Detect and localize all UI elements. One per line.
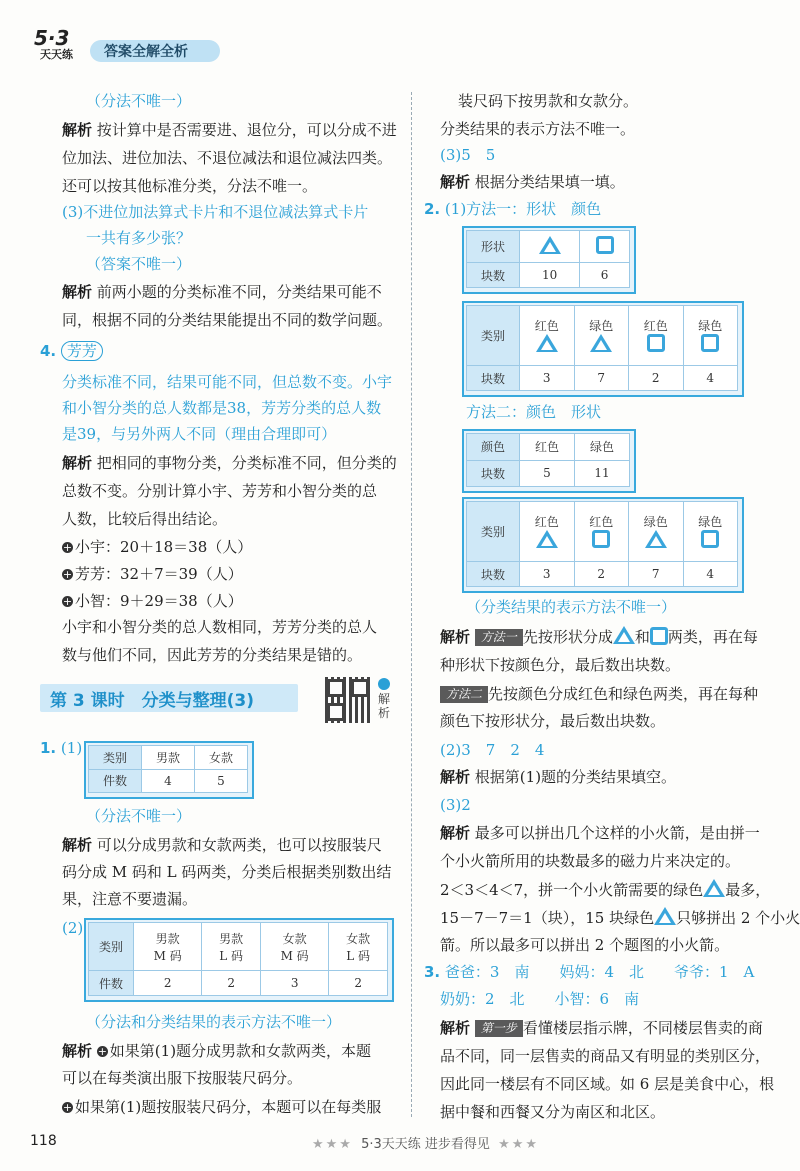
- table-cell: 红色: [520, 434, 575, 461]
- analysis-label: 解析: [62, 454, 93, 472]
- table-row-label: 类别: [467, 306, 520, 366]
- column-divider: [411, 92, 412, 1117]
- shape-cell: [574, 502, 629, 562]
- question-4: [40, 341, 103, 361]
- text-line: 箭。所以最多可以拼出 2 个题图的小火箭。: [440, 936, 730, 954]
- header-banner: [90, 40, 220, 62]
- table-row-label: 件数: [89, 971, 134, 996]
- text-line: 可以分成男款和女款两类，也可以按服装尺: [96, 836, 382, 854]
- header-line: 女款: [346, 931, 371, 946]
- square-icon: [647, 334, 665, 352]
- table-row-label: 形状: [467, 231, 520, 263]
- question-number: 3.: [424, 963, 441, 981]
- table-header: 男款: [142, 746, 195, 770]
- r-note: （分类结果的表示方法不唯一）: [466, 598, 677, 616]
- shape-cell: [629, 502, 684, 562]
- circled-answer: 芳芳: [61, 341, 103, 361]
- table-cell: 10: [520, 263, 580, 288]
- left-note-2: （答案不唯一）: [86, 255, 192, 273]
- text-line: 因此同一楼层有不同区域。如 6 层是美食中心，根: [440, 1075, 775, 1093]
- text-line: 小智：9＋29＝38（人）: [75, 592, 243, 610]
- text-line: 如果第(1)题分成男款和女款两类，本题: [109, 1042, 372, 1060]
- text-line: 可以在每类演出服下按服装尺码分。: [62, 1069, 303, 1087]
- page-number: 118: [30, 1133, 57, 1149]
- q1-analysis: [62, 835, 382, 855]
- q2-heading: [424, 199, 601, 219]
- table-cell: 4: [683, 562, 738, 587]
- table-cell: 3: [520, 366, 575, 391]
- method-2: 方法二：颜色 形状: [466, 403, 602, 421]
- color-label: 红色: [589, 514, 614, 529]
- color-label: 绿色: [698, 514, 723, 529]
- analysis-label: 解析: [62, 283, 93, 301]
- header-line: M 码: [153, 948, 182, 963]
- lesson-title: 第 3 课时 分类与整理(3): [50, 691, 255, 711]
- q1-label: [40, 738, 82, 758]
- table-cell: 4: [683, 366, 738, 391]
- table-cell: 6: [580, 263, 630, 288]
- r-table3: [466, 433, 630, 487]
- r-table2: [466, 305, 738, 391]
- table-cell: 2: [329, 971, 388, 996]
- text-line: [440, 879, 770, 900]
- calc-line: [62, 1097, 381, 1117]
- footer-slogan: [312, 1133, 539, 1152]
- answer-line: (2)3 7 2 4: [440, 741, 545, 759]
- q1-2-label: (2): [62, 919, 84, 937]
- question-number: 4.: [40, 342, 57, 360]
- table-cell: 2: [134, 971, 202, 996]
- q2-note: （分法和分类结果的表示方法不唯一）: [86, 1013, 342, 1031]
- logo-text: 天天练: [40, 48, 73, 61]
- logo: [34, 28, 96, 68]
- triangle-icon: [613, 626, 635, 644]
- square-icon: [701, 334, 719, 352]
- answer-line: 奶奶：2 北 小智：6 南: [440, 990, 640, 1008]
- question-number: 2.: [424, 200, 441, 218]
- text-line: 如果第(1)题按服装尺码分，本题可以在每类服: [75, 1098, 382, 1116]
- lesson-banner: [40, 684, 298, 712]
- table-cell: 11: [575, 460, 630, 487]
- text-line: 还可以按其他标准分类，分法不唯一。: [62, 177, 318, 195]
- text-line: 据中餐和西餐又分为南区和北区。: [440, 1103, 666, 1121]
- right-analysis-5: [440, 1018, 763, 1038]
- triangle-icon: [703, 879, 725, 897]
- plus-bullet-icon: +: [62, 595, 73, 608]
- text-line: 码分成 M 码和 L 码两类，分类后根据类别数出结: [62, 863, 392, 881]
- q2-analysis: [62, 1041, 371, 1061]
- analysis-label: 解析: [440, 1019, 471, 1037]
- qr-play-icon: [378, 678, 390, 690]
- analysis-label: 解析: [440, 824, 471, 842]
- triangle-icon: [654, 907, 676, 925]
- triangle-icon: [645, 530, 667, 548]
- shape-cell: [683, 306, 738, 366]
- plus-bullet-icon: +: [62, 568, 73, 581]
- table-row-label: 块数: [467, 366, 520, 391]
- plus-bullet-icon: +: [62, 1101, 73, 1114]
- table-cell: 7: [574, 366, 629, 391]
- square-icon: [650, 627, 668, 645]
- color-label: 红色: [643, 318, 668, 333]
- color-label: 红色: [534, 318, 559, 333]
- table-header: 女款: [195, 746, 248, 770]
- header-line: L 码: [219, 948, 244, 963]
- text-line: 按计算中是否需要进、退位分，可以分成不进: [96, 121, 397, 139]
- r-table4: [466, 501, 738, 587]
- table-cell: 2: [574, 562, 629, 587]
- analysis-label: 解析: [440, 173, 471, 191]
- table-row-label: 块数: [467, 562, 520, 587]
- color-label: 绿色: [643, 514, 668, 529]
- table-header: [260, 923, 328, 971]
- text-line: 前两小题的分类标准不同，分类结果可能不: [96, 283, 382, 301]
- table-header: [202, 923, 261, 971]
- text-line: 看懂楼层指示牌，不同楼层售卖的商: [522, 1019, 763, 1037]
- text-line: 分类结果的表示方法不唯一。: [440, 120, 636, 138]
- table-row-label: 块数: [467, 263, 520, 288]
- text-line: 只够拼出 2 个小火: [676, 909, 800, 927]
- analysis-label: 解析: [440, 768, 471, 786]
- table-row-label: 件数: [89, 769, 142, 793]
- text-line: [440, 907, 800, 928]
- star-icon: ★★★: [312, 1137, 353, 1152]
- table-header: [329, 923, 388, 971]
- shape-cell: [520, 502, 575, 562]
- table-header: [134, 923, 202, 971]
- answer-line: (3)5 5: [440, 146, 496, 164]
- text-line: 和: [634, 628, 650, 646]
- calc-line: [62, 537, 252, 557]
- header-line: 女款: [282, 931, 307, 946]
- header-title: 答案全解全析: [104, 44, 188, 60]
- star-icon: ★★★: [498, 1137, 540, 1152]
- table-cell: 2: [629, 366, 684, 391]
- qr-label: 解析: [378, 692, 391, 720]
- text-line: 把相同的事物分类，分类标准不同，但分类的: [96, 454, 397, 472]
- table-cell: 4: [142, 769, 195, 793]
- method-2-line: [440, 684, 758, 704]
- text-line: 个小火箭所用的块数最多的磁力片来决定的。: [440, 852, 741, 870]
- square-icon: [596, 236, 614, 254]
- text-line: 果，注意不要遗漏。: [62, 890, 198, 908]
- footer-text: 5·3天天练 进步看得见: [361, 1137, 490, 1152]
- q3-answer: [424, 962, 754, 982]
- table-cell: 3: [260, 971, 328, 996]
- text-line: 总数不变。分别计算小宇、芳芳和小智分类的总: [62, 482, 378, 500]
- table-row-label: 类别: [467, 502, 520, 562]
- triangle-icon: [536, 530, 558, 548]
- table-cell: 5: [195, 769, 248, 793]
- calc-line: [62, 564, 243, 584]
- square-icon: [701, 530, 719, 548]
- text-line: 2＜3＜4＜7，拼一个小火箭需要的绿色: [440, 881, 704, 899]
- triangle-cell: [520, 231, 580, 263]
- answer-line: (3)2: [440, 796, 471, 814]
- table-row-label: 块数: [467, 460, 520, 487]
- answer-line: 和小智分类的总人数都是38，芳芳分类的总人数: [62, 399, 382, 417]
- header-line: 男款: [219, 931, 244, 946]
- text-line: 品不同，同一层售卖的商品又有明显的类别区分，: [440, 1047, 771, 1065]
- text-line: 位加法、进位加法、不退位减法和退位减法四类。: [62, 149, 393, 167]
- table-header: 类别: [89, 746, 142, 770]
- question-3: (3)不进位加法算式卡片和不退位减法算式卡片: [62, 203, 369, 221]
- right-analysis-4: [440, 823, 760, 843]
- left-analysis-1: [62, 120, 397, 140]
- header-line: 男款: [155, 931, 180, 946]
- table-cell: 绿色: [575, 434, 630, 461]
- r-table1: [466, 230, 630, 288]
- method-line: (1)方法一：形状 颜色: [444, 200, 602, 218]
- text-line: 装尺码下按男款和女款分。: [458, 92, 639, 110]
- left-analysis-3: [62, 453, 397, 473]
- shape-cell: [574, 306, 629, 366]
- shape-cell: [683, 502, 738, 562]
- analysis-label: 解析: [62, 1042, 93, 1060]
- plus-bullet-icon: +: [62, 541, 73, 554]
- plus-bullet-icon: +: [97, 1045, 107, 1058]
- left-note-1: （分法不唯一）: [86, 92, 192, 110]
- method-tag: 方法二: [440, 686, 488, 703]
- text-line: 种形状下按颜色分，最后数出块数。: [440, 656, 681, 674]
- table-row-label: 颜色: [467, 434, 520, 461]
- shape-cell: [520, 306, 575, 366]
- right-analysis-1: [440, 172, 625, 192]
- text-line: 小宇：20＋18＝38（人）: [75, 538, 253, 556]
- table-cell: 3: [520, 562, 575, 587]
- text-line: 芳芳：32＋7＝39（人）: [75, 565, 243, 583]
- calc-line: [62, 591, 243, 611]
- triangle-icon: [539, 236, 561, 254]
- table-cell: 5: [520, 460, 575, 487]
- color-label: 绿色: [698, 318, 723, 333]
- analysis-label: 解析: [440, 628, 471, 646]
- sub-label: (1): [60, 739, 83, 757]
- q2-table: [88, 922, 388, 996]
- shape-cell: [629, 306, 684, 366]
- text-line: 根据分类结果填一填。: [474, 173, 625, 191]
- header-line: M 码: [280, 948, 309, 963]
- color-label: 绿色: [589, 318, 614, 333]
- triangle-icon: [536, 334, 558, 352]
- method-tag: 方法一: [475, 629, 523, 646]
- right-analysis-2: [440, 626, 758, 647]
- analysis-label: 解析: [62, 121, 93, 139]
- header-line: L 码: [346, 948, 371, 963]
- qr-code[interactable]: [325, 677, 371, 723]
- right-analysis-3: [440, 767, 676, 787]
- text-line: 最多，: [725, 881, 771, 899]
- answer-line: 分类标准不同，结果可能不同，但总数不变。小宇: [62, 373, 393, 391]
- answer-line: 爸爸：3 南 妈妈：4 北 爷爷：1 A: [444, 963, 755, 981]
- square-icon: [592, 530, 610, 548]
- text-line: 人数，比较后得出结论。: [62, 510, 228, 528]
- table-header: 类别: [89, 923, 134, 971]
- question-number: 1.: [40, 739, 57, 757]
- text-line: 小宇和小智分类的总人数相同，芳芳分类的总人: [62, 618, 378, 636]
- step-tag: 第一步: [475, 1020, 523, 1037]
- text-line: 最多可以拼出几个这样的小火箭，是由拼一: [474, 824, 760, 842]
- color-label: 红色: [534, 514, 559, 529]
- answer-line: 是39，与另外两人不同（理由合理即可）: [62, 425, 337, 443]
- q1-table: [88, 745, 248, 793]
- text-line: 两类，再在每: [667, 628, 758, 646]
- question-3-cont: 一共有多少张？: [86, 229, 192, 247]
- text-line: 先按颜色分成红色和绿色两类，再在每种: [488, 685, 759, 703]
- left-analysis-2: [62, 282, 382, 302]
- text-line: 先按形状分成: [522, 628, 613, 646]
- table-cell: 7: [629, 562, 684, 587]
- text-line: 15－7－7＝1（块），15 块绿色: [440, 909, 655, 927]
- square-cell: [580, 231, 630, 263]
- text-line: 同，根据不同的分类结果能提出不同的数学问题。: [62, 311, 393, 329]
- table-cell: 2: [202, 971, 261, 996]
- logo-number: 5·3: [34, 26, 70, 50]
- text-line: 颜色下按形状分，最后数出块数。: [440, 712, 666, 730]
- analysis-label: 解析: [62, 836, 93, 854]
- text-line: 根据第(1)题的分类结果填空。: [474, 768, 677, 786]
- triangle-icon: [590, 334, 612, 352]
- q1-note: （分法不唯一）: [86, 807, 192, 825]
- text-line: 数与他们不同，因此芳芳的分类结果是错的。: [62, 646, 363, 664]
